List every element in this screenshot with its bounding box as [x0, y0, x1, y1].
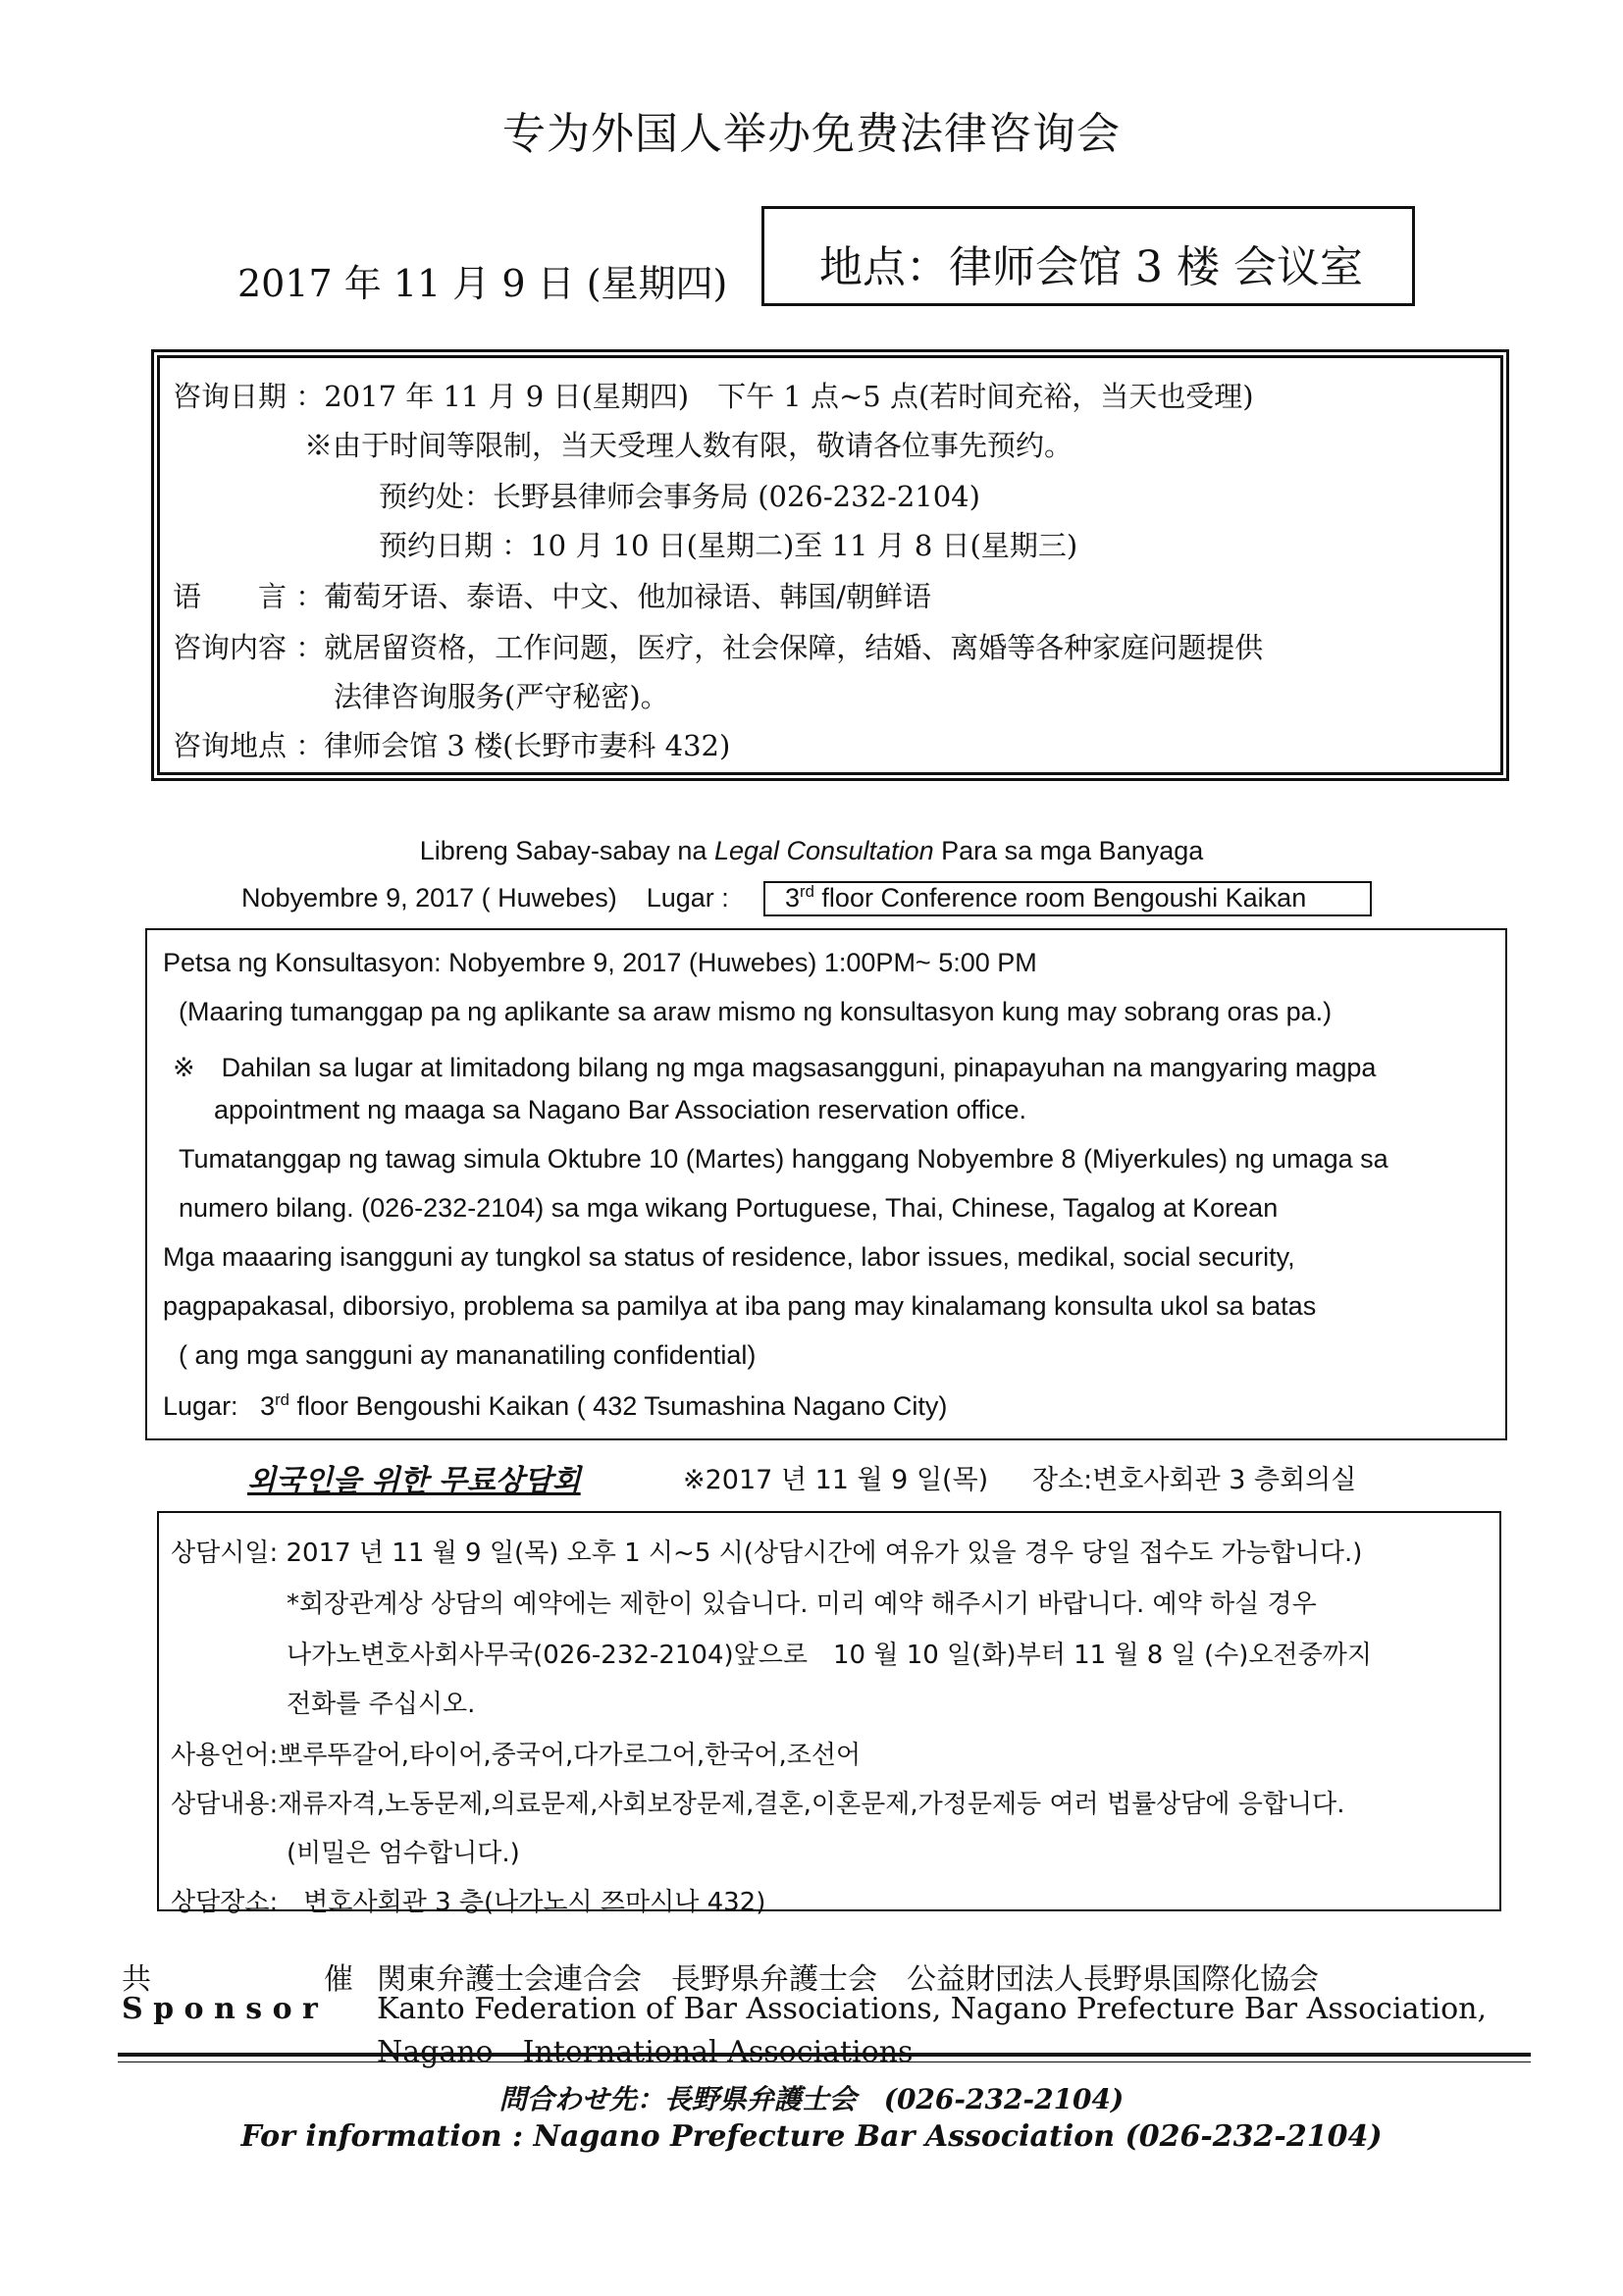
korean-line-location: 상담장소: 변호사회관 3 층(나가노시 쯔마시나 432) [171, 1888, 766, 1917]
tagalog-line-content-cont: pagpapakasal, diborsiyo, problema sa pamilya at iba pang may kinalamang konsulta ukol sa batas [163, 1291, 1317, 1321]
sponsor-jp-label-1: 共 [122, 1962, 151, 1997]
korean-date: ※2017 년 11 월 9 일(목) [683, 1465, 989, 1495]
chinese-line-reservation-dates: 预约日期 ：10 月 10 日(星期二)至 11 月 8 日(星期三) [379, 529, 1078, 562]
chinese-line-location: 咨询地点 ：律师会馆 3 楼(长野市妻科 432) [173, 729, 731, 762]
korean-line-languages: 사용언어:뽀루뚜갈어,타이어,중국어,다가로그어,한국어,조선어 [171, 1741, 862, 1770]
tagalog-line-location [163, 1391, 947, 1422]
chinese-venue: 地点：律师会馆 3 楼 会议室 [819, 242, 1363, 292]
korean-line-reservation-cont: 전화를 주십시오. [287, 1690, 476, 1719]
tagalog-venue [785, 883, 1306, 913]
contact-en: For information : Nagano Prefecture Bar Association (026-232-2104) [240, 2119, 1383, 2154]
tagalog-title-pre: Libreng Sabay-sabay na [419, 836, 714, 865]
tagalog-location-num: 3 [260, 1391, 276, 1421]
tagalog-line-notice-cont: appointment ng maaga sa Nagano Bar Association reservation office. [214, 1095, 1027, 1124]
contact-jp: 問合わせ先：長野県弁護士会 (026-232-2104) [498, 2083, 1125, 2115]
korean-line-confidential: (비밀은 엄수합니다.) [287, 1839, 520, 1868]
tagalog-location-rest: floor Bengoushi Kaikan ( 432 Tsumashina Nagano City) [289, 1391, 948, 1421]
tagalog-line-notice: ※ Dahilan sa lugar at limitadong bilang ng mga magsasangguni, pinapayuhan na mangyaring magpa [173, 1053, 1377, 1082]
tagalog-line-content: Mga maaaring isangguni ay tungkol sa status of residence, labor issues, medikal, social security, [163, 1242, 1295, 1272]
chinese-line-notice: ※由于时间等限制，当天受理人数有限，敬请各位事先预约。 [304, 429, 1073, 462]
tagalog-venue-sup: rd [800, 882, 814, 901]
tagalog-title-post: Para sa mga Banyaga [933, 836, 1204, 865]
sponsor-en-label: S p o n s o r [122, 1992, 318, 2026]
tagalog-line-reservation-cont: numero bilang. (026-232-2104) sa mga wikang Portuguese, Thai, Chinese, Tagalog at Korean [179, 1193, 1279, 1223]
tagalog-line-confidential: ( ang mga sangguni ay mananatiling confidential) [179, 1340, 757, 1370]
korean-line-content: 상담내용:재류자격,노동문제,의료문제,사회보장문제,결혼,이혼문제,가정문제등 여러 법률상담에 응합니다. [171, 1790, 1345, 1819]
chinese-line-reservation-office: 预约处：长野县律师会事务局 (026-232-2104) [379, 480, 980, 513]
sponsor-en-text-1: Kanto Federation of Bar Associations, Nagano Prefecture Bar Association, [377, 1992, 1488, 2026]
korean-line-reservation: 나가노변호사회사무국(026-232-2104)앞으로 10 월 10 일(화)부터 11 월 8 일 (수)오전중까지 [287, 1641, 1372, 1670]
tagalog-venue-label: Lugar : [646, 883, 729, 913]
tagalog-title-italic: Legal Consultation [713, 836, 934, 865]
chinese-title: 专为外国人举办免费法律咨询会 [502, 109, 1121, 159]
sponsor-jp-text: 関東弁護士会連合会 長野県弁護士会 公益財団法人長野県国際化協会 [377, 1962, 1319, 1997]
korean-line-notice: *회장관계상 상담의 예약에는 제한이 있습니다. 미리 예약 해주시기 바랍니다. 예약 하실 경우 [287, 1590, 1317, 1619]
chinese-date: 2017 年 11 月 9 日 (星期四) [237, 262, 728, 305]
tagalog-line-reservation: Tumatanggap ng tawag simula Oktubre 10 (Martes) hanggang Nobyembre 8 (Miyerkules) ng umaga sa [179, 1144, 1388, 1174]
tagalog-line-date: Petsa ng Konsultasyon: Nobyembre 9, 2017 (Huwebes) 1:00PM~ 5:00 PM [163, 948, 1037, 977]
chinese-line-content-cont: 法律咨询服务(严守秘密)。 [334, 680, 669, 713]
tagalog-venue-num: 3 [785, 883, 801, 913]
korean-venue: 장소:변호사회관 3 층회의실 [1032, 1465, 1357, 1495]
chinese-line-date: 咨询日期 ：2017 年 11 月 9 日(星期四) 下午 1 点~5 点(若时间充裕，当天也受理) [173, 380, 1254, 413]
footer-rule-thin [118, 2061, 1531, 2062]
tagalog-location-label: Lugar: [163, 1391, 238, 1421]
tagalog-location-sup: rd [275, 1390, 289, 1409]
sponsor-en-text-2: Nagano International Associations [377, 2035, 914, 2069]
tagalog-line-same-day: (Maaring tumanggap pa ng aplikante sa araw mismo ng konsultasyon kung may sobrang oras pa.) [179, 997, 1333, 1026]
korean-line-date: 상담시일: 2017 년 11 월 9 일(목) 오후 1 시~5 시(상담시간에 여유가 있을 경우 당일 접수도 가능합니다.) [171, 1539, 1363, 1568]
chinese-line-content: 咨询内容 ：就居留资格，工作问题，医疗，社会保障，结婚、离婚等各种家庭问题提供 [173, 631, 1264, 664]
tagalog-title [0, 836, 1623, 866]
tagalog-date-line [241, 883, 729, 913]
tagalog-venue-rest: floor Conference room Bengoushi Kaikan [813, 883, 1307, 913]
footer-rule-thick [118, 2053, 1531, 2057]
sponsor-jp-label-2: 催 [324, 1962, 353, 1997]
chinese-line-languages: 语 言 ：葡萄牙语、泰语、中文、他加禄语、韩国/朝鲜语 [173, 580, 931, 613]
tagalog-date: Nobyembre 9, 2017 ( Huwebes) [241, 883, 617, 913]
korean-title: 외국인을 위한 무료상담회 [247, 1464, 581, 1498]
